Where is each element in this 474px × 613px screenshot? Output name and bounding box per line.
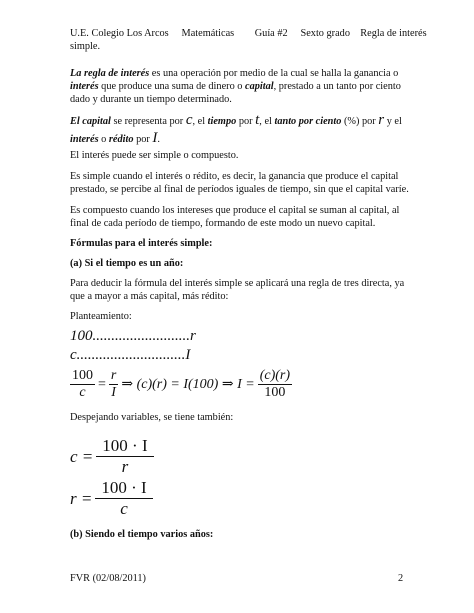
- types-paragraph: El interés puede ser simple o compuesto.: [70, 150, 239, 161]
- tiempo-label: tiempo: [207, 116, 237, 127]
- header-line-2: simple.: [70, 41, 101, 52]
- symbols-text-5: (%) por: [341, 116, 379, 127]
- compuesto-paragraph: Es compuesto cuando los intereses que produce el capital se suman al capital, al final de cada período de tiempo, formando de este modo un nuevo capital.: [70, 205, 400, 229]
- symbols-text-4: , el: [259, 116, 275, 127]
- fraction-numerator: r: [110, 368, 117, 383]
- term-regla-de-interes: La regla de interés: [70, 68, 150, 79]
- symbols-text-1: se representa por: [110, 116, 186, 127]
- symbol-c: c: [185, 112, 193, 128]
- symbols-text-2: , el: [192, 116, 208, 127]
- formula-r: [70, 478, 153, 519]
- term-interes: interés: [70, 81, 99, 92]
- symbol-I: I: [152, 130, 158, 146]
- fraction-denominator: r: [96, 456, 153, 477]
- formulas-heading: Fórmulas para el interés simple:: [70, 238, 213, 249]
- symbols-text-9: .: [157, 134, 160, 145]
- interes-label: interés: [70, 134, 99, 145]
- term-capital: capital: [245, 81, 274, 92]
- page-number: 2: [398, 573, 404, 584]
- definition-text-1: es una operación por medio de la cual se halla la ganancia o: [149, 68, 399, 79]
- fraction-numerator: 100 · I: [101, 478, 147, 497]
- formula-r-fraction: [95, 478, 152, 519]
- fraction-denominator: I: [109, 384, 118, 401]
- definition-text-2: que produce una suma de dinero o: [98, 81, 246, 92]
- formula-lhs: c =: [70, 446, 94, 466]
- header-line-1: U.E. Colegio Los Arcos Matemáticas Guía #2 Sexto grado Regla de interés: [70, 28, 427, 39]
- case-b-heading: (b) Siendo el tiempo varios años:: [70, 529, 214, 540]
- redito-label: rédito: [108, 134, 134, 145]
- symbols-text-8: por: [133, 134, 153, 145]
- formula-c-fraction: [96, 436, 153, 477]
- fraction-cr-over-100: [258, 368, 292, 401]
- rule-row-1: 100..........................r: [70, 328, 196, 344]
- formula-c: [70, 436, 154, 477]
- rule-row-2: c.............................I: [70, 347, 191, 363]
- implication-expression: ⇒ (c)(r) = I(100) ⇒ I =: [121, 377, 255, 392]
- case-a-heading: (a) Si el tiempo es un año:: [70, 258, 184, 269]
- simple-paragraph: Es simple cuando el interés o rédito, es decir, la ganancia que produce el capital prestado, se percibe al final de períodos iguales de tiempo, sin que el capital varíe.: [70, 171, 409, 195]
- fraction-denominator: 100: [258, 384, 292, 401]
- definition-text-3: , prestado a un tanto por ciento dado y durante un tiempo determinado.: [70, 81, 401, 105]
- symbol-r: r: [378, 112, 385, 128]
- capital-label: El capital: [70, 116, 111, 127]
- fraction-numerator: 100 · I: [102, 436, 148, 455]
- definition-paragraph: [70, 67, 415, 106]
- planteamiento-label: Planteamiento:: [70, 311, 132, 322]
- fraction-numerator: 100: [72, 368, 93, 383]
- footer-left: FVR (02/08/2011): [70, 573, 146, 584]
- symbols-text-7: o: [98, 134, 109, 145]
- despejando-text: Despejando variables, se tiene también:: [70, 412, 234, 423]
- symbols-text-6: y el: [384, 116, 402, 127]
- tanto-label: tanto por ciento: [274, 116, 342, 127]
- page-header: [70, 27, 430, 53]
- case-a-text: Para deducir la fórmula del interés simple se aplicará una regla de tres directa, ya que a mayor a más capital, más rédito:: [70, 278, 405, 302]
- fraction-numerator: (c)(r): [259, 368, 290, 383]
- equals-sign: =: [98, 376, 106, 392]
- symbols-paragraph: [70, 112, 415, 148]
- formula-lhs: r =: [70, 488, 93, 508]
- proportion-equation: [70, 368, 292, 401]
- fraction-denominator: c: [70, 384, 95, 401]
- fraction-denominator: c: [95, 498, 152, 519]
- fraction-100-over-c: [70, 368, 95, 401]
- fraction-r-over-I: [109, 368, 118, 401]
- symbols-text-3: por: [236, 116, 256, 127]
- symbol-t: t: [255, 112, 260, 128]
